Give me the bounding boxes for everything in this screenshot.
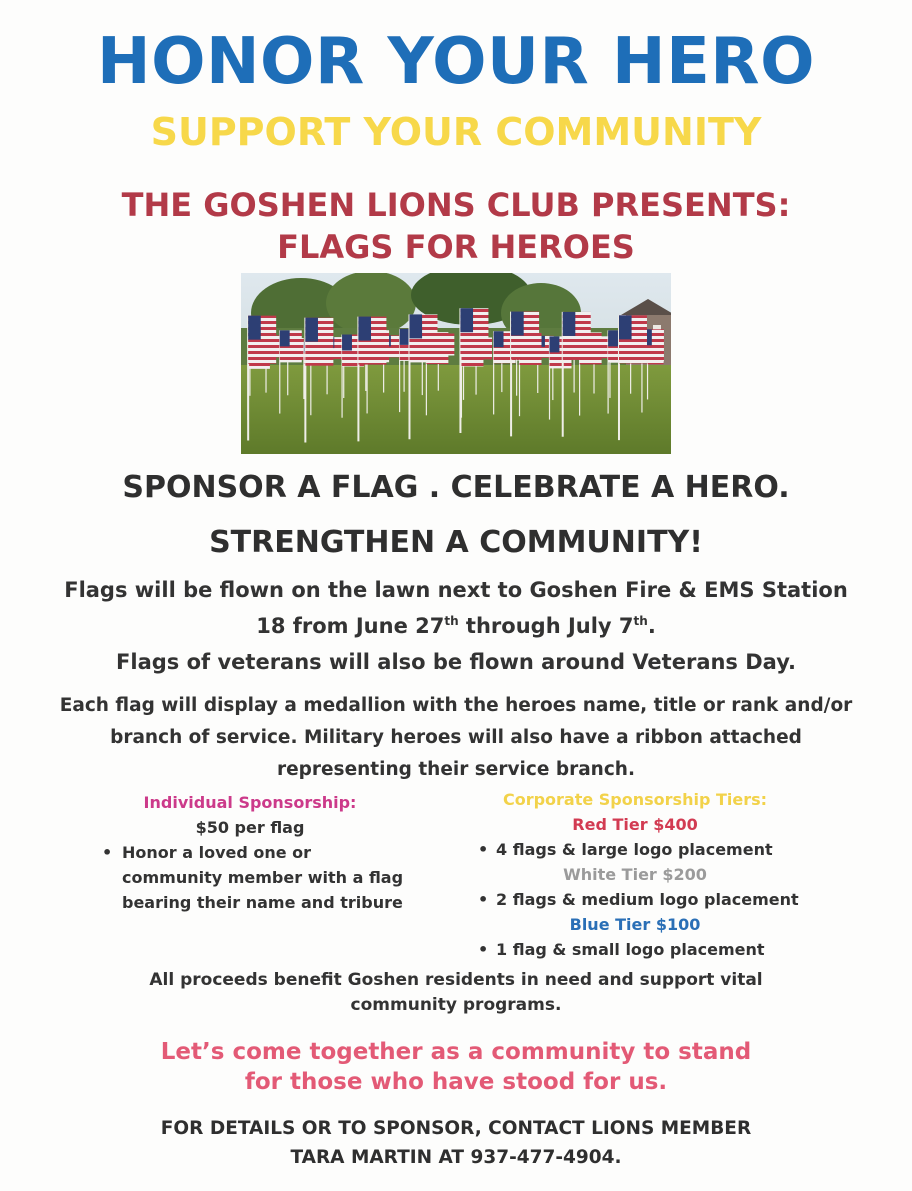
proceeds-line-2: community programs. (350, 995, 562, 1015)
individual-sponsorship (100, 790, 420, 915)
flags-field-image (241, 273, 671, 454)
medallion-line-3: representing their service branch. (276, 759, 636, 780)
white-tier-benefit-text: 2 flags & medium logo placement (496, 890, 799, 909)
dates-line-3: Flags of veterans will also be flown around Veterans Day. (116, 650, 796, 674)
slogan (0, 460, 912, 570)
dates-line-2-end: . (647, 614, 656, 638)
presents-line-2: FLAGS FOR HEROES (277, 228, 635, 266)
dates-sup-1: th (444, 614, 459, 628)
dates-line-1: Flags will be flown on the lawn next to Goshen Fire & EMS Station (64, 578, 848, 602)
presents-line-1: THE GOSHEN LIONS CLUB PRESENTS: (121, 186, 791, 224)
white-tier-benefit (470, 887, 810, 912)
red-tier-label: Red Tier $400 (572, 815, 698, 834)
dates-line-2-mid: through July 7 (458, 614, 634, 638)
medallion-line-2: branch of service. Military heroes will also have a ribbon attached (110, 727, 802, 748)
individual-bullet (100, 840, 420, 915)
flags-photo (241, 273, 671, 454)
medallion-line-1: Each flag will display a medallion with the heroes name, title or rank and/or (59, 695, 853, 716)
blue-tier-benefit (470, 937, 810, 962)
bullet-icon: • (478, 890, 489, 909)
red-tier-benefit (470, 837, 810, 862)
dates-line-2 (0, 608, 912, 644)
presents-heading (0, 184, 912, 268)
individual-bullet-line-1: Honor a loved one or (122, 843, 312, 862)
flag-dates-text (0, 572, 912, 680)
individual-bullet-line-3: bearing their name and tribure (122, 893, 403, 912)
individual-bullet-line-2: community member with a flag (122, 868, 404, 887)
flyer-title: HONOR YOUR HERO (97, 25, 815, 99)
bullet-icon: • (102, 843, 113, 862)
individual-heading: Individual Sponsorship: (143, 793, 357, 812)
together-line-1: Let’s come together as a community to stand (160, 1039, 752, 1065)
together-tagline (0, 1037, 912, 1097)
red-tier-benefit-text: 4 flags & large logo placement (496, 840, 773, 859)
bullet-icon: • (478, 840, 489, 859)
individual-price: $50 per flag (195, 818, 305, 837)
together-line-2: for those who have stood for us. (244, 1069, 668, 1095)
proceeds-text (96, 968, 816, 1018)
slogan-line-1: SPONSOR A FLAG . CELEBRATE A HERO. (122, 470, 790, 505)
contact-line-2: TARA MARTIN AT 937-477-4904. (290, 1147, 622, 1168)
slogan-line-2: STRENGTHEN A COMMUNITY! (209, 525, 703, 560)
proceeds-line-1: All proceeds benefit Goshen residents in need and support vital (149, 970, 763, 990)
contact-info (0, 1114, 912, 1172)
white-tier-label: White Tier $200 (563, 865, 707, 884)
dates-line-2-start: 18 from June 27 (256, 614, 445, 638)
blue-tier-benefit-text: 1 flag & small logo placement (496, 940, 765, 959)
flyer-subtitle: SUPPORT YOUR COMMUNITY (150, 110, 762, 154)
contact-line-1: FOR DETAILS OR TO SPONSOR, CONTACT LIONS MEMBER (160, 1118, 752, 1139)
corporate-sponsorship (470, 787, 810, 962)
medallion-text (56, 690, 856, 786)
corporate-heading: Corporate Sponsorship Tiers: (502, 790, 768, 809)
dates-sup-2: th (633, 614, 648, 628)
bullet-icon: • (478, 940, 489, 959)
blue-tier-label: Blue Tier $100 (569, 915, 701, 934)
